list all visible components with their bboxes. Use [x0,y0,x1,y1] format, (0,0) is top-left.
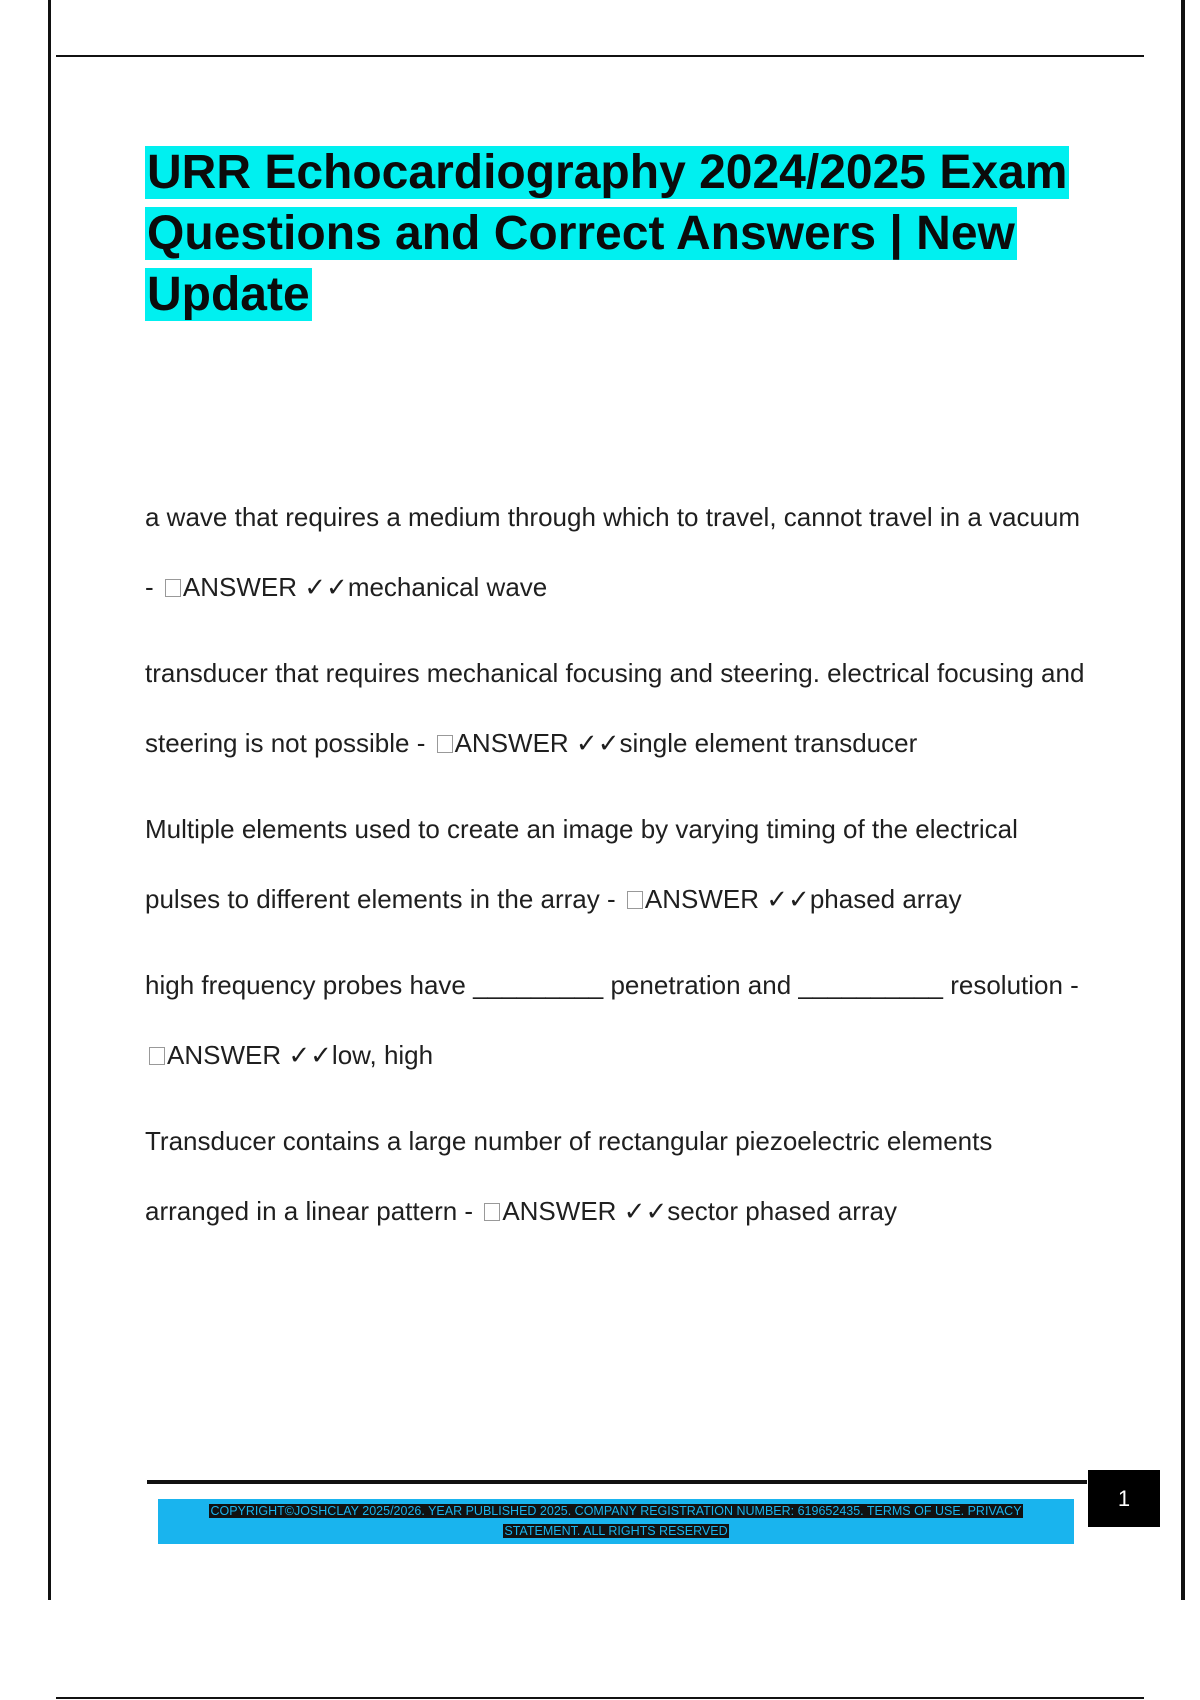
question-text: high frequency probes have _________ penetration and __________ resolution - [145,970,1079,1000]
missing-glyph-box-icon [149,1047,165,1065]
qa-item-3 [145,794,1090,934]
page-border-right [1181,0,1185,1600]
footer-rule [147,1480,1087,1484]
answer-text: low, high [331,1040,434,1070]
question-text: Transducer contains a large number of rectangular piezoelectric elements arranged in a linear pattern - [145,1126,993,1226]
copyright-line-1: COPYRIGHT©JOSHCLAY 2025/2026. YEAR PUBLISHED 2025. COMPANY REGISTRATION NUMBER: 619652435. TERMS OF USE. PRIVACY [210,1504,1022,1518]
header-rule [56,55,1144,57]
next-page-top-rule [56,1697,1144,1699]
question-text: transducer that requires mechanical focusing and steering. electrical focusing and steering is not possible - [145,658,1085,758]
qa-item-5 [145,1106,1090,1246]
qa-item-1 [145,482,1090,622]
answer-prefix: ANSWER ✓✓ [502,1196,668,1226]
missing-glyph-box-icon [437,735,453,753]
answer-prefix: ANSWER ✓✓ [644,884,810,914]
qa-item-4 [145,950,1090,1090]
answer-prefix: ANSWER ✓✓ [454,728,620,758]
document-title [145,142,1105,325]
qa-list [145,482,1090,1262]
question-text: a wave that requires a medium through which to travel, cannot travel in a vacuum - [145,502,1081,602]
answer-text: single element transducer [619,728,918,758]
copyright-footer [158,1499,1074,1544]
qa-item-2 [145,638,1090,778]
answer-prefix: ANSWER ✓✓ [167,1040,332,1070]
missing-glyph-box-icon [627,891,643,909]
missing-glyph-box-icon [484,1203,500,1221]
answer-prefix: ANSWER ✓✓ [182,572,348,602]
document-title-text: URR Echocardiography 2024/2025 Exam Questions and Correct Answers | New Update [147,146,1068,321]
page-border-left [48,0,51,1600]
missing-glyph-box-icon [165,579,181,597]
answer-text: mechanical wave [347,572,548,602]
copyright-line-2: STATEMENT. ALL RIGHTS RESERVED [504,1524,728,1538]
page-number: 1 [1088,1470,1160,1527]
answer-text: sector phased array [667,1196,898,1226]
question-text: Multiple elements used to create an image by varying timing of the electrical pulses to different elements in the array - [145,814,1018,914]
answer-text: phased array [809,884,962,914]
